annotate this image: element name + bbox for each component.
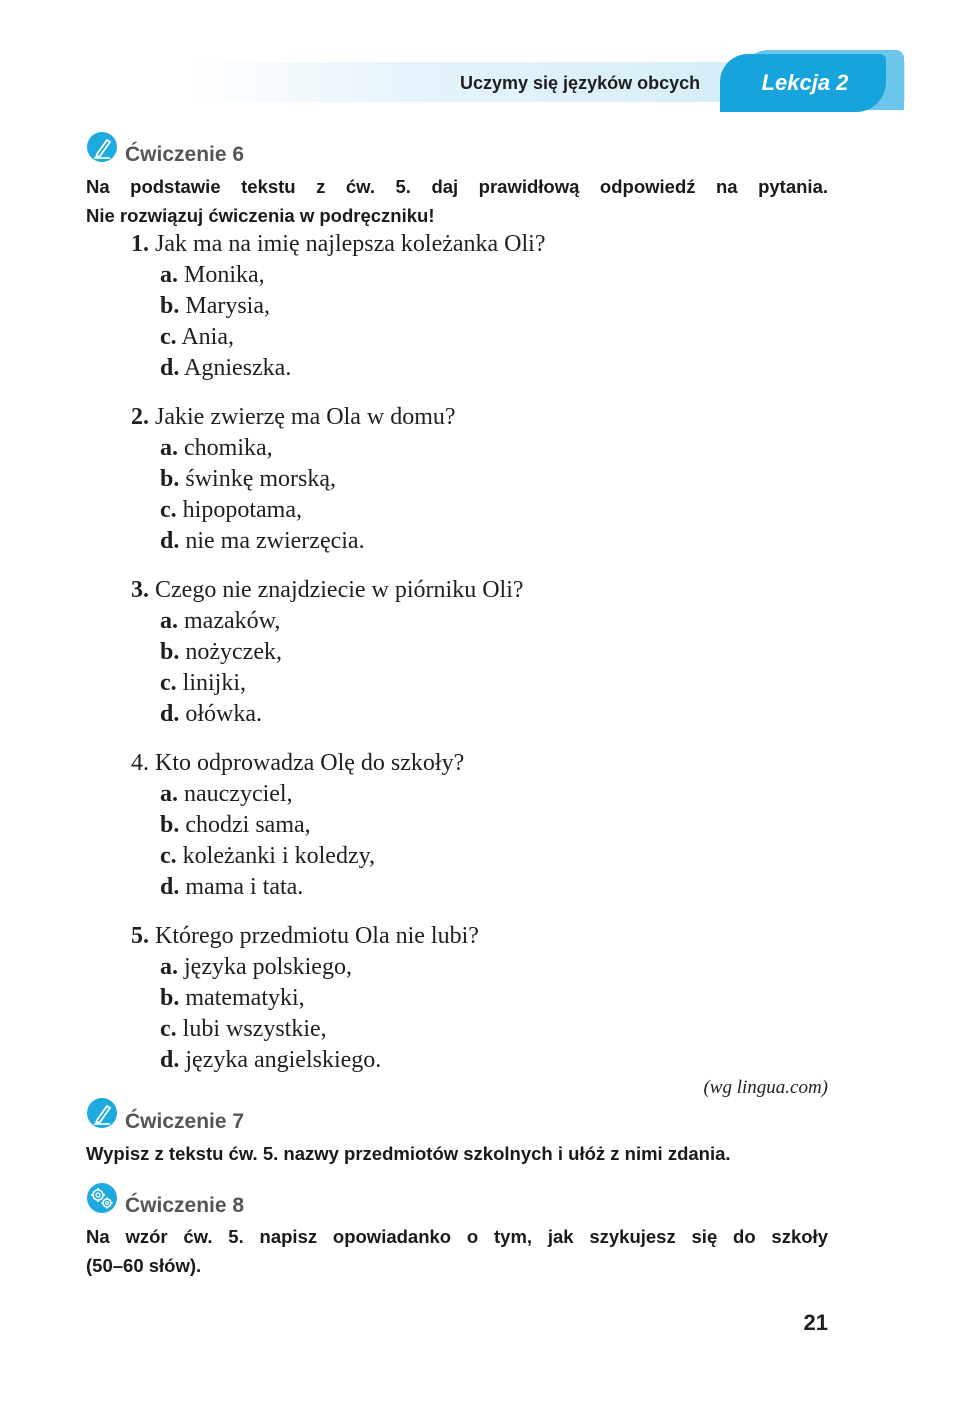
answer-option (160, 291, 780, 322)
answer-option (160, 353, 780, 384)
option-text: nożyczek, (179, 639, 282, 665)
answer-option (160, 495, 780, 526)
question-number: 1. (131, 231, 149, 257)
question-2 (131, 402, 781, 433)
answer-option (160, 1045, 780, 1076)
option-text: ołówka. (179, 701, 263, 727)
question-number: 3. (131, 577, 149, 603)
option-letter: c. (160, 1016, 177, 1042)
pencil-icon (87, 1098, 117, 1128)
exercise-7-heading: Ćwiczenie 7 (125, 1110, 245, 1133)
option-text: chodzi sama, (179, 812, 311, 838)
answer-option (160, 841, 780, 872)
answer-option (160, 983, 780, 1014)
option-text: języka polskiego, (178, 954, 352, 980)
instruction-line: (50–60 słów). (86, 1255, 202, 1276)
exercise-8-heading: Ćwiczenie 8 (125, 1194, 245, 1217)
instruction-line: Na podstawie tekstu z ćw. 5. daj prawidłową odpowiedź na pytania. (86, 176, 828, 197)
option-text: lubi wszystkie, (176, 1016, 327, 1042)
answer-option (160, 433, 780, 464)
option-letter: a. (160, 435, 178, 461)
option-text: mazaków, (178, 608, 281, 634)
question-number: 4. (131, 750, 149, 776)
source-citation: (wg lingua.com) (703, 1077, 828, 1098)
option-letter: b. (160, 812, 180, 838)
question-3 (131, 575, 781, 606)
answer-option (160, 668, 780, 699)
option-letter: b. (160, 293, 180, 319)
answer-option (160, 1014, 780, 1045)
option-text: nauczyciel, (178, 781, 293, 807)
instruction-line: Wypisz z tekstu ćw. 5. nazwy przedmiotów szkolnych i ułóż z nimi zdania. (86, 1143, 731, 1164)
option-text: chomika, (178, 435, 273, 461)
option-letter: b. (160, 985, 180, 1011)
option-text: hipopotama, (176, 497, 302, 523)
option-text: Ania, (176, 324, 234, 350)
option-letter: a. (160, 262, 178, 288)
question-4 (131, 748, 781, 779)
option-text: mama i tata. (179, 874, 304, 900)
question-number: 5. (131, 923, 149, 949)
option-text: koleżanki i koledzy, (176, 843, 376, 869)
answer-option (160, 526, 780, 557)
option-letter: d. (160, 1047, 180, 1073)
option-text: Marysia, (179, 293, 271, 319)
option-letter: d. (160, 701, 180, 727)
option-letter: d. (160, 874, 180, 900)
exercise-6-instruction (86, 172, 828, 230)
question-text: Którego przedmiotu Ola nie lubi? (149, 923, 479, 949)
lesson-label: Lekcja 2 (761, 70, 849, 95)
gears-icon (87, 1183, 117, 1213)
option-letter: c. (160, 670, 177, 696)
answer-option (160, 810, 780, 841)
option-text: nie ma zwierzęcia. (179, 528, 365, 554)
option-text: linijki, (176, 670, 246, 696)
question-1 (131, 229, 781, 260)
instruction-line: Nie rozwiązuj ćwiczenia w podręczniku! (86, 205, 435, 226)
header-title: Uczymy się języków obcych (460, 73, 701, 93)
answer-option (160, 464, 780, 495)
question-5 (131, 921, 781, 952)
option-letter: d. (160, 528, 180, 554)
option-letter: a. (160, 608, 178, 634)
answer-option (160, 260, 780, 291)
option-letter: b. (160, 639, 180, 665)
answer-option (160, 699, 780, 730)
exercise-7-instruction (86, 1139, 828, 1168)
answer-option (160, 637, 780, 668)
page-number: 21 (803, 1310, 828, 1335)
option-letter: b. (160, 466, 180, 492)
question-text: Kto odprowadza Olę do szkoły? (149, 750, 465, 776)
answer-option (160, 322, 780, 353)
option-letter: a. (160, 781, 178, 807)
option-text: Monika, (178, 262, 265, 288)
instruction-line: Na wzór ćw. 5. napisz opowiadanko o tym, jak szykujesz się do szkoły (86, 1226, 828, 1247)
option-text: matematyki, (179, 985, 305, 1011)
option-letter: c. (160, 324, 177, 350)
option-text: świnkę morską, (179, 466, 337, 492)
answer-option (160, 606, 780, 637)
question-text: Jak ma na imię najlepsza koleżanka Oli? (149, 231, 546, 257)
answer-option (160, 952, 780, 983)
question-text: Jakie zwierzę ma Ola w domu? (149, 404, 456, 430)
option-text: języka angielskiego. (179, 1047, 382, 1073)
question-text: Czego nie znajdziecie w piórniku Oli? (149, 577, 524, 603)
question-number: 2. (131, 404, 149, 430)
option-letter: d. (160, 355, 180, 381)
option-letter: a. (160, 954, 178, 980)
answer-option (160, 779, 780, 810)
answer-option (160, 872, 780, 903)
exercise-6-heading: Ćwiczenie 6 (125, 143, 245, 166)
option-text: Agnieszka. (179, 355, 292, 381)
option-letter: c. (160, 497, 177, 523)
exercise-8-instruction (86, 1222, 828, 1280)
option-letter: c. (160, 843, 177, 869)
pencil-icon (87, 132, 117, 162)
